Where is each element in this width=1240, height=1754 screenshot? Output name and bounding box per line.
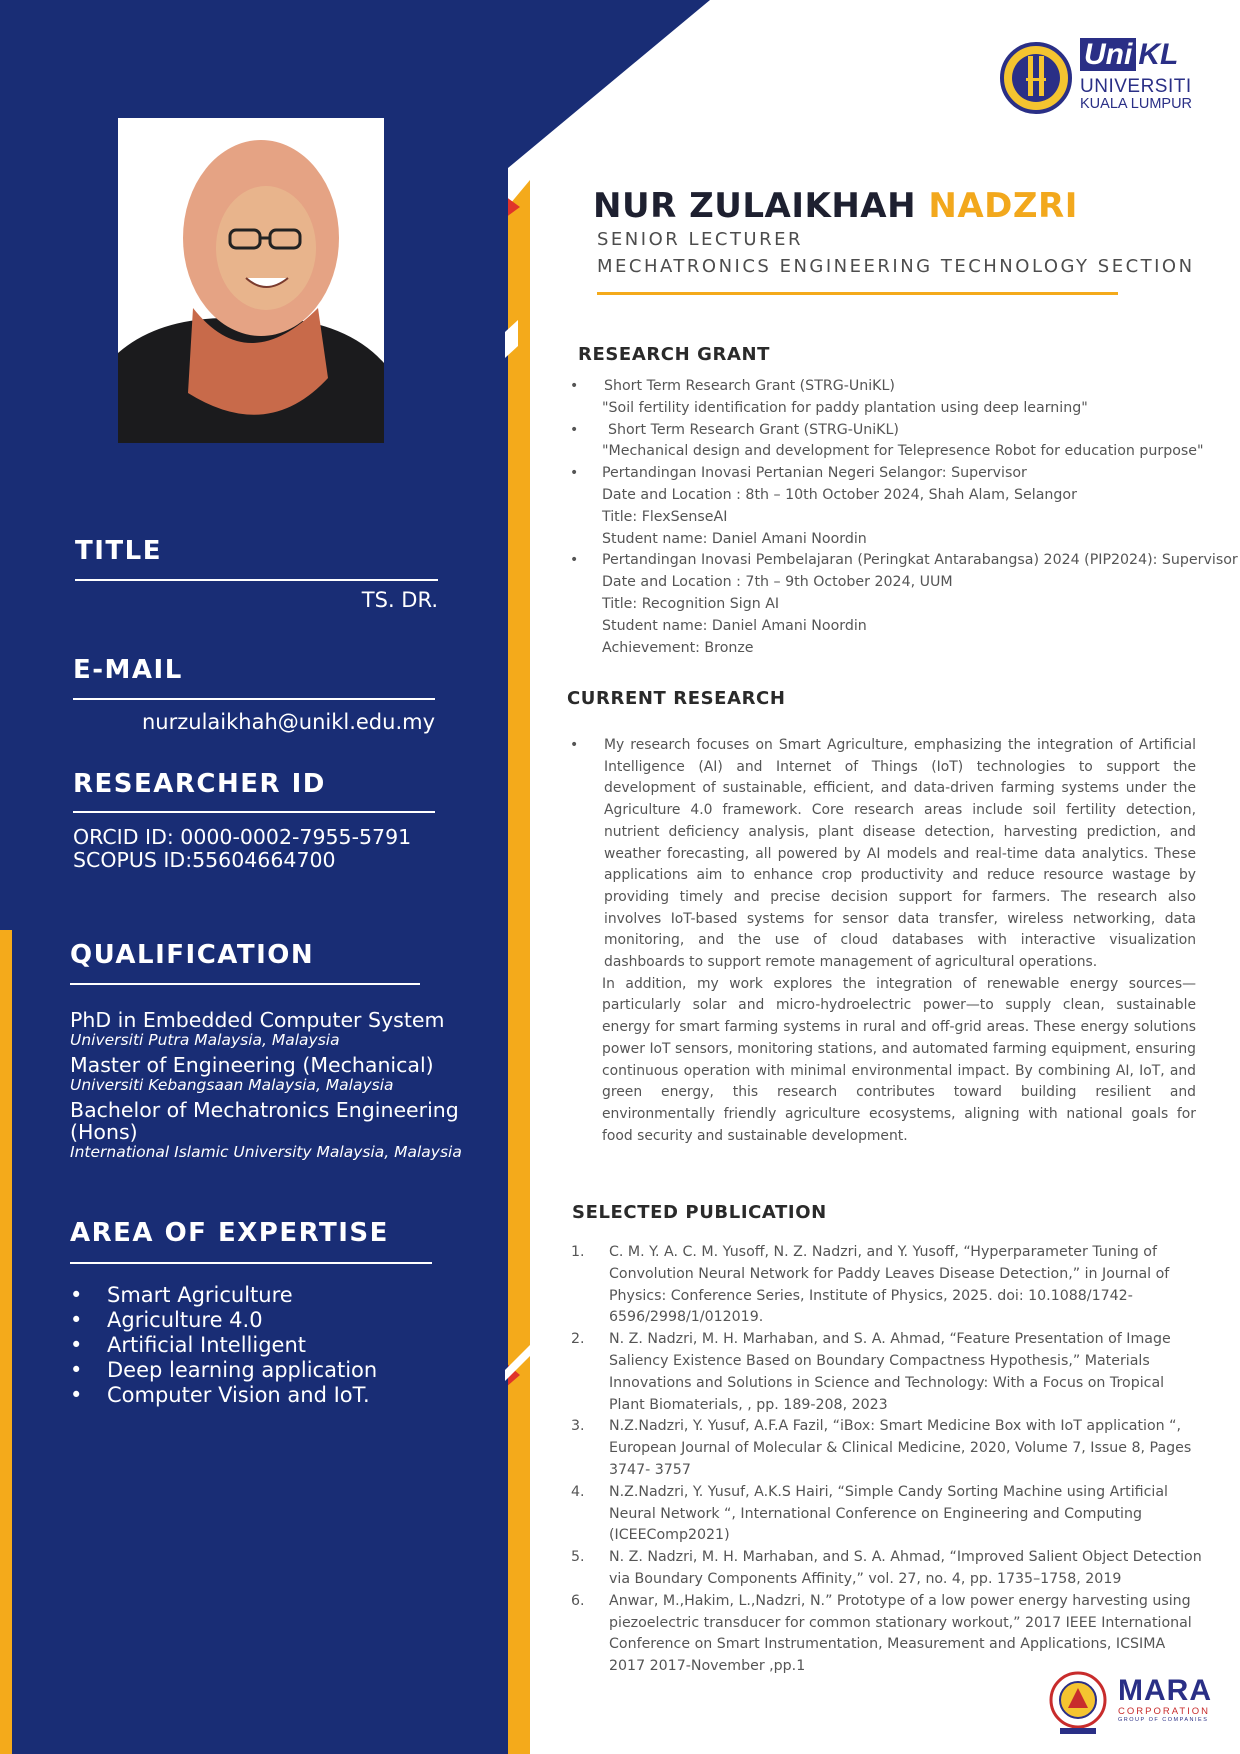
publication-number: 5. — [571, 1549, 585, 1566]
publication-item — [571, 1242, 1203, 1329]
grant-item — [570, 550, 1238, 659]
publication-item — [571, 1591, 1203, 1678]
bullet-icon: • — [570, 737, 579, 753]
publication-number: 2. — [571, 1331, 585, 1348]
publication-number: 3. — [571, 1418, 585, 1435]
grant-item — [570, 420, 1232, 464]
name-first: NUR ZULAIKHAH — [593, 186, 917, 226]
title-heading: TITLE — [75, 536, 162, 566]
bullet-icon: • — [570, 552, 579, 569]
researcher-id-heading: RESEARCHER ID — [73, 769, 326, 799]
qualification-item — [70, 1099, 470, 1162]
publication-text: N.Z.Nadzri, Y. Yusuf, A.F.A Fazil, “iBox: Smart Medicine Box with IoT application “, European Journal of Molecular & Clinical Medicine, 2020, Volume 7, Issue 8, Pages 3747- 3757 — [609, 1418, 1192, 1478]
qualification-item — [70, 1009, 470, 1050]
current-research-body — [570, 735, 1196, 1147]
gold-left-strip — [0, 930, 12, 1754]
grant-line: Student name: Daniel Amani Noordin — [602, 617, 867, 634]
footer-logos — [1048, 1668, 1228, 1744]
grant-line: "Soil fertility identification for paddy plantation using deep learning" — [602, 399, 1088, 416]
name-last: NADZRI — [928, 186, 1078, 226]
unikl-crest-icon — [1000, 34, 1072, 122]
email-heading: E-MAIL — [73, 655, 183, 685]
email-rule — [73, 698, 435, 700]
publication-text: Anwar, M.,Hakim, L.,Nadzri, N.” Prototype of a low power energy harvesting using piezoelectric transducer for common stationary workout,” 2017 IEEE International Conference on Smart Instrumentation, Measurement and Applications, ICSIMA 2017 2017-November ,pp.1 — [609, 1592, 1192, 1675]
qualification-list — [70, 1009, 470, 1163]
qualification-item — [70, 1054, 470, 1095]
research-grant-list — [570, 376, 1238, 659]
current-research-heading: CURRENT RESEARCH — [567, 688, 786, 709]
university-name: International Islamic University Malaysia, Malaysia — [70, 1143, 462, 1161]
grant-item — [570, 376, 1232, 420]
expertise-item: • Deep learning application — [70, 1358, 377, 1383]
research-paragraph-2: In addition, my work explores the integration of renewable energy sources—particularly solar and micro-hydroelectric power—to supply clean, sustainable energy for smart farming systems in rural and off-grid areas. These energy solutions power IoT sensors, monitoring stations, and automated farming equipment, ensuring continuous operation with minimal environmental impact. By combining AI, IoT, and green energy, this research contributes toward building resilient and environmentally friendly agriculture ecosystems, aligning with national goals for food security and sustainable development. — [602, 975, 1196, 1144]
grant-item — [570, 463, 1232, 550]
grant-line: Date and Location : 8th – 10th October 2024, Shah Alam, Selangor — [602, 486, 1077, 503]
publication-item — [571, 1329, 1203, 1416]
publication-number: 1. — [571, 1244, 585, 1260]
research-grant-heading: RESEARCH GRANT — [578, 344, 771, 365]
section-name: MECHATRONICS ENGINEERING TECHNOLOGY SECTION — [597, 256, 1195, 277]
mara-name: MARA — [1118, 1674, 1212, 1707]
degree-name: PhD in Embedded Computer System — [70, 1008, 445, 1032]
logo-line2: KUALA LUMPUR — [1080, 96, 1193, 112]
grant-line: Short Term Research Grant (STRG-UniKL) — [604, 378, 895, 394]
title-rule — [75, 579, 438, 581]
publication-text: N.Z.Nadzri, Y. Yusuf, A.K.S Hairi, “Simple Candy Sorting Machine using Artificial Neural Network “, International Conference on Engineering and Computing (ICEEComp2021) — [609, 1483, 1168, 1544]
degree-name: Master of Engineering (Mechanical) — [70, 1053, 434, 1077]
expertise-item: • Artificial Intelligent — [70, 1333, 377, 1358]
mara-sub1: CORPORATION — [1118, 1706, 1211, 1717]
publication-item — [571, 1547, 1203, 1591]
research-paragraph-1: My research focuses on Smart Agriculture, emphasizing the integration of Artificial Intelligence (AI) and Internet of Things (IoT) technologies to support the development of sustainable, efficient, and data-driven farming systems under the Agriculture 4.0 framework. Core research areas include soil fertility detection, nutrient deficiency analysis, plant disease detection, harvesting prediction, and weather forecasting, all powered by AI models and real-time data analytics. These applications aim to enhance crop productivity and reduce resource wastage by providing timely and precise decision support for farmers. The research also involves IoT-based systems for sensor data transfer, wireless networking, data monitoring, and the use of cloud databases with interactive visualization dashboards to support remote management of agricultural operations. — [604, 737, 1196, 971]
publication-item — [571, 1416, 1203, 1481]
grant-line: Date and Location : 7th – 9th October 2024, UUM — [602, 574, 953, 591]
scopus-id: SCOPUS ID:55604664700 — [73, 848, 336, 872]
grant-line: Student name: Daniel Amani Noordin — [602, 530, 867, 547]
grant-line: "Mechanical design and development for Telepresence Robot for education purpose" — [602, 443, 1204, 460]
publication-text: N. Z. Nadzri, M. H. Marhaban, and S. A. Ahmad, “Feature Presentation of Image Saliency Existence Based on Boundary Compactness Hypothesis,” Materials Innovations and Solutions in Science and Technology: With a Focus on Tropical Plant Biomaterials, , pp. 189-208, 2023 — [609, 1331, 1171, 1413]
header-underline — [597, 292, 1118, 295]
grant-line: Pertandingan Inovasi Pembelajaran (Peringkat Antarabangsa) 2024 (PIP2024): Supervisor — [602, 552, 1238, 569]
grant-line: Pertandingan Inovasi Pertanian Negeri Selangor: Supervisor — [602, 465, 1027, 482]
logo-uni: Uni — [1080, 38, 1136, 71]
grant-line: Title: FlexSenseAI — [602, 508, 728, 525]
publication-number: 6. — [571, 1592, 585, 1609]
university-name: Universiti Kebangsaan Malaysia, Malaysia — [70, 1076, 394, 1094]
mara-logo — [1118, 1676, 1212, 1723]
publication-text: N. Z. Nadzri, M. H. Marhaban, and S. A. Ahmad, “Improved Salient Object Detection via Boundary Components Affinity,” vol. 27, no. 4, pp. 1735–1758, 2019 — [609, 1549, 1202, 1587]
grant-line: Title: Recognition Sign AI — [602, 595, 780, 612]
researcher-id-rule — [73, 811, 435, 813]
logo-line1: UNIVERSITI — [1080, 76, 1192, 97]
bullet-icon: • — [570, 421, 579, 438]
publication-text: C. M. Y. A. C. M. Yusoff, N. Z. Nadzri, and Y. Yusoff, “Hyperparameter Tuning of Convolution Neural Network for Paddy Leaves Disease Detection,” in Journal of Physics: Conference Series, Institute of Physics, 2025. doi: 10.1088/1742-6596/2998/1/012019. — [609, 1244, 1170, 1326]
publication-list — [571, 1242, 1203, 1678]
gold-right-strip — [505, 180, 530, 1754]
position-title: SENIOR LECTURER — [597, 229, 803, 250]
publication-number: 4. — [571, 1483, 585, 1500]
portrait-illustration — [118, 118, 384, 443]
title-value: TS. DR. — [361, 588, 438, 612]
expertise-item: • Computer Vision and IoT. — [70, 1383, 377, 1408]
email-value[interactable]: nurzulaikhah@unikl.edu.my — [141, 710, 435, 734]
grant-line: Achievement: Bronze — [602, 639, 754, 656]
expertise-item: • Agriculture 4.0 — [70, 1308, 377, 1333]
bullet-icon: • — [570, 465, 579, 482]
expertise-rule — [70, 1262, 432, 1264]
qualification-rule — [70, 983, 420, 985]
profile-photo — [118, 118, 384, 443]
expertise-heading: AREA OF EXPERTISE — [70, 1218, 389, 1248]
mara-sub2: GROUP OF COMPANIES — [1118, 1717, 1209, 1723]
university-name: Universiti Putra Malaysia, Malaysia — [70, 1031, 340, 1049]
publications-heading: SELECTED PUBLICATION — [572, 1202, 827, 1223]
logo-kl: KL — [1138, 38, 1179, 71]
expertise-item: • Smart Agriculture — [70, 1283, 377, 1308]
orcid-id: ORCID ID: 0000-0002-7955-5791 — [73, 825, 412, 849]
person-name — [593, 186, 1078, 226]
degree-name: Bachelor of Mechatronics Engineering (Hons) — [70, 1098, 459, 1144]
bullet-icon: • — [570, 378, 579, 394]
unikl-logo — [1000, 34, 1200, 124]
publication-item — [571, 1482, 1203, 1547]
qualification-heading: QUALIFICATION — [70, 940, 315, 970]
expertise-list — [70, 1283, 377, 1408]
researcher-ids — [73, 826, 411, 872]
mara-crest-icon — [1048, 1670, 1108, 1736]
grant-line: Short Term Research Grant (STRG-UniKL) — [608, 421, 899, 438]
